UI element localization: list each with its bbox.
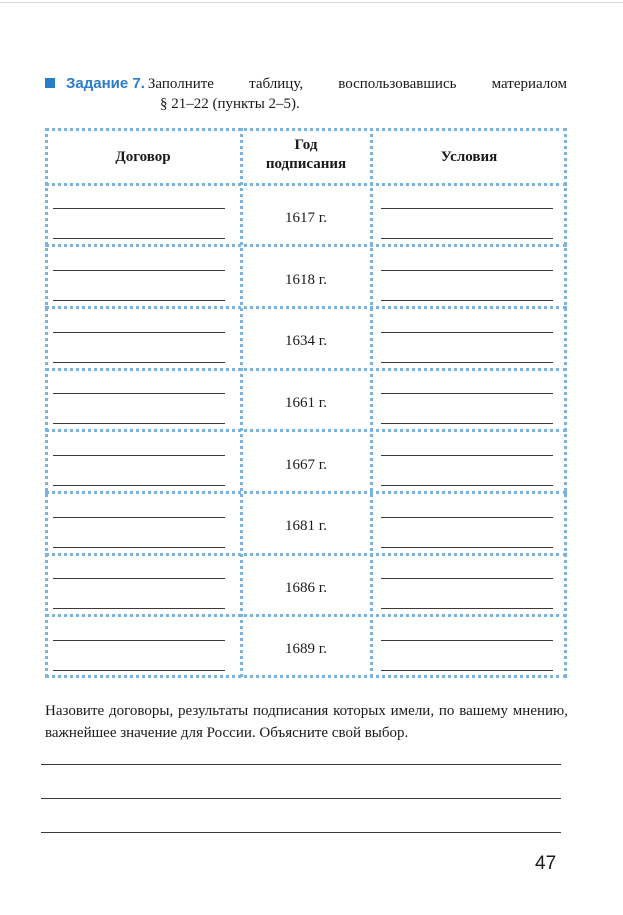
conditions-write-line[interactable] (381, 270, 553, 271)
row-divider (45, 306, 567, 309)
answer-line[interactable] (41, 764, 561, 765)
table-border-right (564, 128, 567, 677)
row-divider (45, 614, 567, 617)
conditions-write-line[interactable] (381, 455, 553, 456)
column-divider (370, 128, 373, 677)
treaty-write-line[interactable] (53, 270, 225, 271)
year-cell: 1661 г. (285, 395, 327, 411)
task-heading (45, 74, 567, 114)
task-word: таблицу, (249, 76, 304, 92)
row-divider (45, 553, 567, 556)
treaty-table (45, 128, 567, 677)
year-cell: 1689 г. (285, 641, 327, 657)
treaty-write-line[interactable] (53, 485, 225, 486)
square-bullet-icon (45, 78, 55, 88)
treaty-write-line[interactable] (53, 332, 225, 333)
conditions-write-line[interactable] (381, 485, 553, 486)
row-divider (45, 429, 567, 432)
conditions-write-line[interactable] (381, 670, 553, 671)
header-year (241, 136, 371, 174)
year-cell: 1686 г. (285, 580, 327, 596)
task-instruction (148, 74, 567, 94)
year-cell: 1618 г. (285, 272, 327, 288)
conditions-write-line[interactable] (381, 238, 553, 239)
treaty-write-line[interactable] (53, 208, 225, 209)
table-border-left (45, 128, 48, 677)
year-cell: 1681 г. (285, 518, 327, 534)
row-divider (45, 183, 567, 186)
treaty-write-line[interactable] (53, 640, 225, 641)
year-cell: 1667 г. (285, 457, 327, 473)
task-word: Заполните (147, 76, 214, 92)
task-instruction-line2: § 21–22 (пункты 2–5). (160, 96, 300, 112)
conditions-write-line[interactable] (381, 608, 553, 609)
treaty-write-line[interactable] (53, 300, 225, 301)
year-cell: 1617 г. (285, 210, 327, 226)
table-border-top (45, 128, 567, 131)
task-word: материалом (491, 76, 567, 92)
treaty-write-line[interactable] (53, 238, 225, 239)
treaty-write-line[interactable] (53, 517, 225, 518)
conditions-write-line[interactable] (381, 547, 553, 548)
conditions-write-line[interactable] (381, 640, 553, 641)
treaty-write-line[interactable] (53, 393, 225, 394)
row-divider (45, 244, 567, 247)
treaty-write-line[interactable] (53, 578, 225, 579)
column-divider (240, 128, 243, 677)
conditions-write-line[interactable] (381, 393, 553, 394)
header-year-line1: Год (294, 137, 318, 153)
answer-line[interactable] (41, 798, 561, 799)
year-cell: 1634 г. (285, 333, 327, 349)
conditions-write-line[interactable] (381, 300, 553, 301)
page-top-edge (0, 2, 623, 3)
header-conditions: Условия (440, 149, 498, 165)
treaty-write-line[interactable] (53, 423, 225, 424)
task-label: Задание 7. (66, 75, 145, 92)
conditions-write-line[interactable] (381, 362, 553, 363)
treaty-write-line[interactable] (53, 670, 225, 671)
page-number: 47 (535, 853, 557, 874)
conditions-write-line[interactable] (381, 332, 553, 333)
treaty-write-line[interactable] (53, 362, 225, 363)
header-year-line2: подписания (265, 156, 347, 172)
task-word: воспользовавшись (338, 76, 457, 92)
follow-up-question: Назовите договоры, результаты подписания которых имели, по вашему мнению, важнейшее значение для России. Объясните свой выбор. (45, 703, 568, 741)
conditions-write-line[interactable] (381, 517, 553, 518)
treaty-write-line[interactable] (53, 547, 225, 548)
treaty-write-line[interactable] (53, 608, 225, 609)
table-border-bottom (45, 675, 567, 678)
answer-line[interactable] (41, 832, 561, 833)
conditions-write-line[interactable] (381, 578, 553, 579)
header-treaty: Договор (115, 149, 171, 165)
row-divider (45, 368, 567, 371)
conditions-write-line[interactable] (381, 423, 553, 424)
conditions-write-line[interactable] (381, 208, 553, 209)
treaty-write-line[interactable] (53, 455, 225, 456)
row-divider (45, 491, 567, 494)
